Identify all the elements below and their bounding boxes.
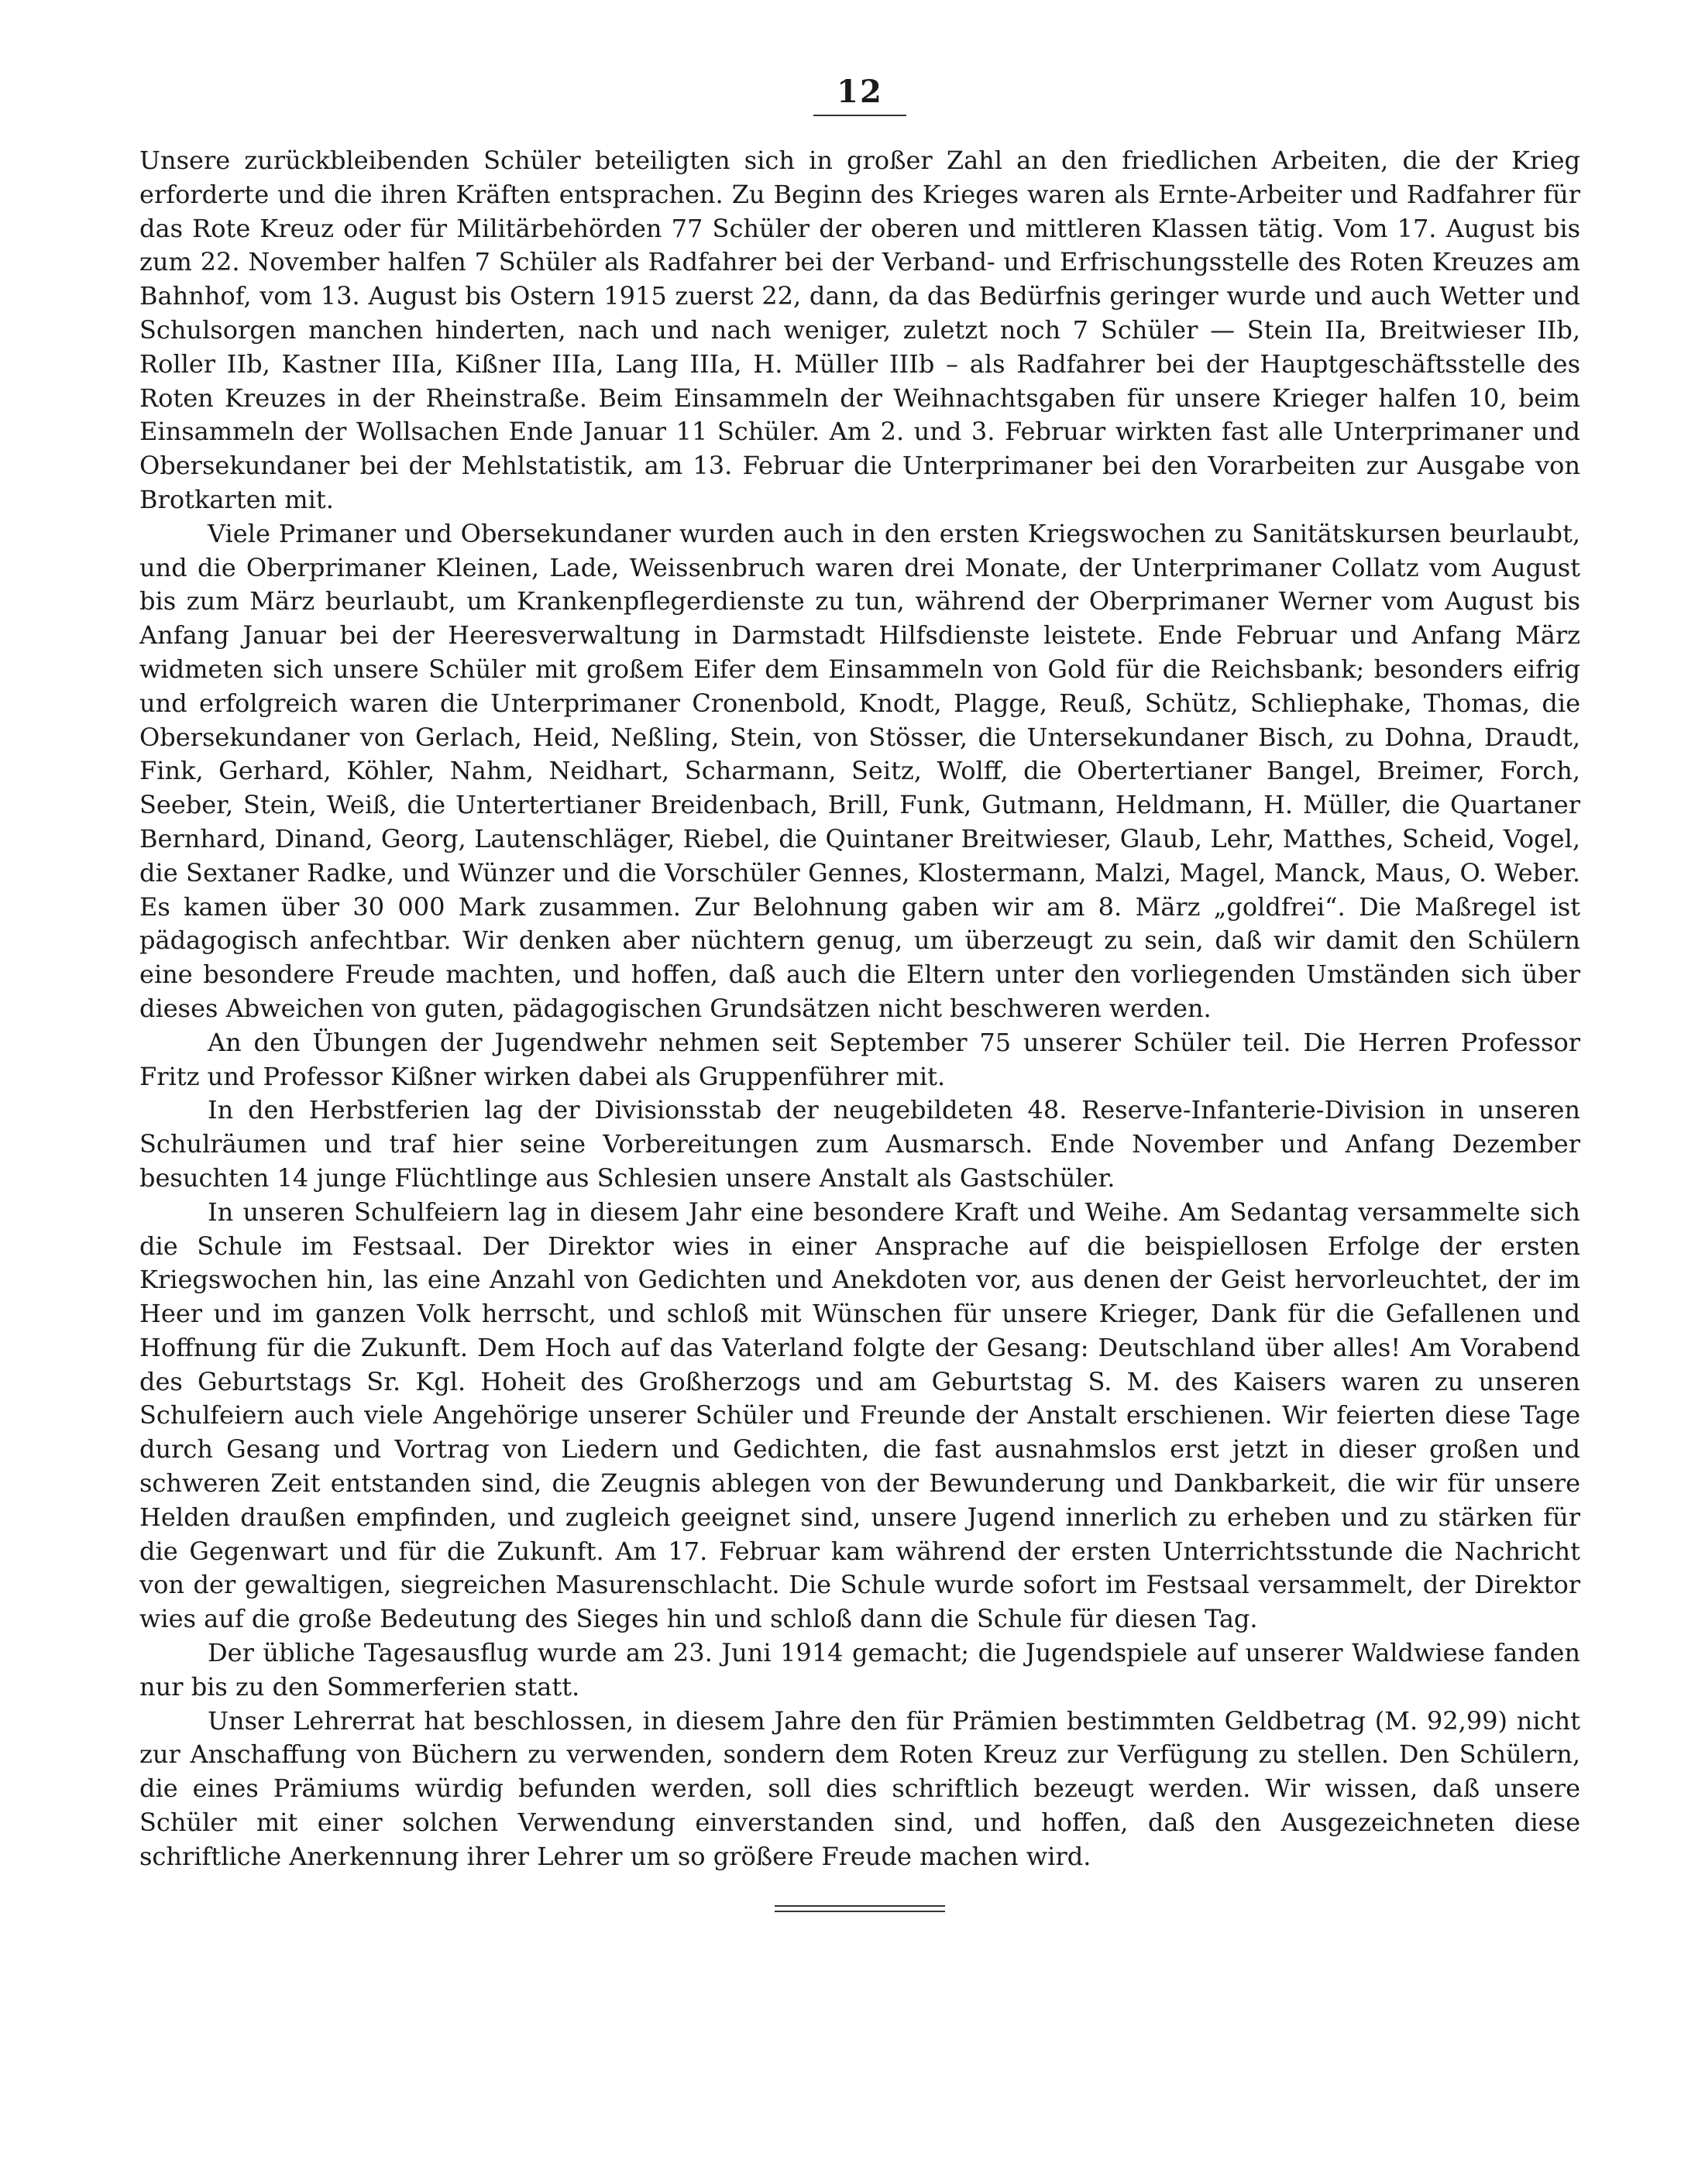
paragraph-youth-defense: An den Übungen der Jugendwehr nehmen seit September 75 unserer Schüler teil. Die Herren Professor Fritz und Professor Kißner wirken dabei als Gruppenführer mit.	[139, 1027, 1580, 1091]
paragraph-prize-money: Unser Lehrerrat hat beschlossen, in diesem Jahre den für Prämien bestimmten Geldbetrag (M. 92,99) nicht zur Anschaffung von Büchern zu verwenden, sondern dem Roten Kreuz zur Verfügung zu stellen. Den Schülern, die eines Prämiums würdig befunden werden, soll dies schriftlich bezeugt werden. Wir wissen, daß unsere Schüler mit einer solchen Verwendung einverstanden sind, und hoffen, daß den Ausgezeichneten diese schriftliche Anerkennung ihrer Lehrer um so größere Freude machen wird.	[139, 1705, 1580, 1871]
footer-double-rule	[775, 1905, 945, 1912]
paragraph-sanitary-and-gold-collection: Viele Primaner und Obersekundaner wurden auch in den ersten Kriegswochen zu Sanitätskursen beurlaubt, und die Oberprimaner Kleinen, Lade, Weissenbruch waren drei Monate, der Unterprimaner Collatz vom August bis zum März beurlaubt, um Krankenpflegerdienste zu tun, während der Oberprimaner Werner vom August bis Anfang Januar bei der Heeresverwaltung in Darmstadt Hilfsdienste leistete. Ende Februar und Anfang März widmeten sich unsere Schüler mit großem Eifer dem Einsammeln von Gold für die Reichsbank; besonders eifrig und erfolgreich waren die Unterprimaner Cronenbold, Knodt, Plagge, Reuß, Schütz, Schliephake, Thomas, die Obersekundaner von Gerlach, Heid, Neßling, Stein, von Stösser, die Untersekundaner Bisch, zu Dohna, Draudt, Fink, Gerhard, Köhler, Nahm, Neidhart, Scharmann, Seitz, Wolff, die Obertertianer Bangel, Breimer, Forch, Seeber, Stein, Weiß, die Untertertianer Breidenbach, Brill, Funk, Gutmann, Heldmann, H. Müller, die Quartaner Bernhard, Dinand, Georg, Lautenschläger, Riebel, die Quintaner Breitwieser, Glaub, Lehr, Matthes, Scheid, Vogel, die Sextaner Radke, und Wünzer und die Vorschüler Gennes, Klostermann, Malzi, Magel, Manck, Maus, O. Weber. Es kamen über 30 000 Mark zusammen. Zur Belohnung gaben wir am 8. März „goldfrei“. Die Maßregel ist pädagogisch anfechtbar. Wir denken aber nüchtern genug, um überzeugt zu sein, daß wir damit den Schülern eine besondere Freude machten, und hoffen, daß auch die Eltern unter den vorliegenden Umständen sich über dieses Abweichen von guten, pädagogischen Grundsätzen nicht beschweren werden.	[139, 518, 1580, 1023]
page-number: 12	[837, 74, 883, 110]
paragraph-school-celebrations: In unseren Schulfeiern lag in diesem Jahr eine besondere Kraft und Weihe. Am Sedantag versammelte sich die Schule im Festsaal. Der Direktor wies in einer Ansprache auf die beispiellosen Erfolge der ersten Kriegswochen hin, las eine Anzahl von Gedichten und Anekdoten vor, aus denen der Geist hervorleuchtet, der im Heer und im ganzen Volk herrscht, und schloß mit Wünschen für unsere Krieger, Dank für die Gefallenen und Hoffnung für die Zukunft. Dem Hoch auf das Vaterland folgte der Gesang: Deutschland über alles! Am Vorabend des Geburtstags Sr. Kgl. Hoheit des Großherzogs und am Geburtstag S. M. des Kaisers waren zu unseren Schulfeiern auch viele Angehörige unserer Schüler und Freunde der Anstalt erschienen. Wir feierten diese Tage durch Gesang und Vortrag von Liedern und Gedichten, die fast ausnahmslos erst jetzt in dieser großen und schweren Zeit entstanden sind, die Zeugnis ablegen von der Bewunderung und Dankbarkeit, die wir für unsere Helden draußen empfinden, und zugleich geeignet sind, unsere Jugend innerlich zu erheben und zu stärken für die Gegenwart und für die Zukunft. Am 17. Februar kam während der ersten Unterrichtsstunde die Nachricht von der gewaltigen, siegreichen Masurenschlacht. Die Schule wurde sofort im Festsaal versammelt, der Direktor wies auf die große Bedeutung des Sieges hin und schloß dann die Schule für diesen Tag.	[139, 1197, 1580, 1634]
paragraph-division-staff: In den Herbstferien lag der Divisionsstab der neugebildeten 48. Reserve-Infanterie-Division in unseren Schulräumen und traf hier seine Vorbereitungen zum Ausmarsch. Ende November und Anfang Dezember besuchten 14 junge Flüchtlinge aus Schlesien unsere Anstalt als Gastschüler.	[139, 1095, 1580, 1193]
footer-rule-line	[775, 1911, 945, 1912]
document-page	[139, 74, 1580, 1916]
paragraph-day-trip: Der übliche Tagesausflug wurde am 23. Juni 1914 gemacht; die Jugendspiele auf unserer Waldwiese fanden nur bis zu den Sommerferien statt.	[139, 1638, 1580, 1702]
footer-rule-line	[775, 1905, 945, 1907]
paragraph-war-work: Unsere zurückbleibenden Schüler beteiligten sich in großer Zahl an den friedlichen Arbeiten, die der Krieg erforderte und die ihren Kräften entsprachen. Zu Beginn des Krieges waren als Ernte-Arbeiter und Radfahrer für das Rote Kreuz oder für Militärbehörden 77 Schüler der oberen und mittleren Klassen tätig. Vom 17. August bis zum 22. November halfen 7 Schüler als Radfahrer bei der Verband- und Erfrischungsstelle des Roten Kreuzes am Bahnhof, vom 13. August bis Ostern 1915 zuerst 22, dann, da das Bedürfnis geringer wurde und auch Wetter und Schulsorgen manchen hinderten, nach und nach weniger, zuletzt noch 7 Schüler — Stein IIa, Breitwieser IIb, Roller IIb, Kastner IIIa, Kißner IIIa, Lang IIIa, H. Müller IIIb – als Radfahrer bei der Hauptgeschäftsstelle des Roten Kreuzes in der Rheinstraße. Beim Einsammeln der Weihnachtsgaben für unsere Krieger halfen 10, beim Einsammeln der Wollsachen Ende Januar 11 Schüler. Am 2. und 3. Februar wirkten fast alle Unterprimaner und Obersekundaner bei der Mehlstatistik, am 13. Februar die Unterprimaner bei den Vorarbeiten zur Ausgabe von Brotkarten mit.	[139, 146, 1580, 514]
page-number-underline	[813, 115, 906, 116]
